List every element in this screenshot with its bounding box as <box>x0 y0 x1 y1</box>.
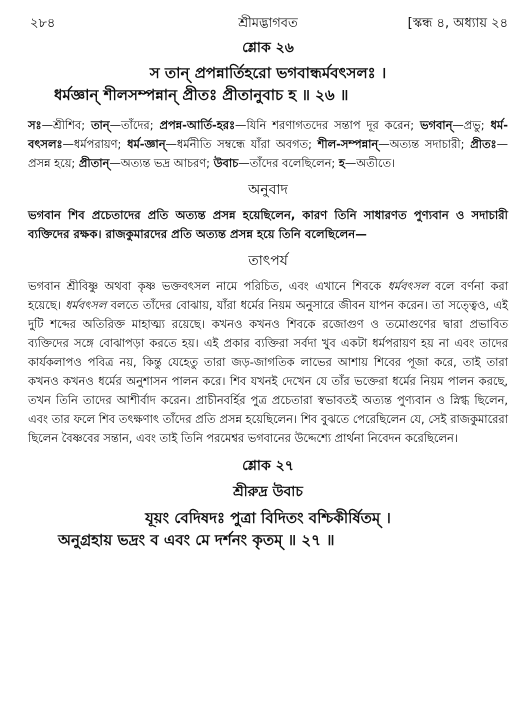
verse-27-speaker: শ্রীরুদ্র উবাচ <box>233 484 303 500</box>
synonym-word: হ <box>338 156 345 170</box>
synonym-word: প্রপন্ন-আর্তি-হরঃ <box>159 118 236 132</box>
purport-text <box>28 277 508 448</box>
synonym-word: উবাচ <box>213 156 239 170</box>
verse-26-line-2: ধর্মজ্ঞান্ শীলসম্পন্নান্ প্রীতঃ প্রীতানুবাচ হ ॥ ২৬ ॥ <box>54 86 349 104</box>
synonym-meaning: ধর্মপরায়ণ <box>73 137 118 151</box>
synonym-meaning: অতীতে। <box>356 156 396 170</box>
synonym-word: ধর্ম-বৎসলঃ <box>28 118 508 151</box>
synonym-meaning: তাঁদের <box>121 118 150 132</box>
synonym-word: ধর্ম-জ্ঞান্ <box>127 137 166 151</box>
synonym-word: শীল-সম্পন্নান্ <box>317 137 379 151</box>
verse-26-line-1: স তান্ প্রপন্নার্তিহরো ভগবান্ধর্মবৎসলঃ । <box>149 64 387 82</box>
synonym-word: প্রীতঃ <box>470 137 497 151</box>
purport-part: বলে বর্ণনা করা হয়েছে। <box>28 279 508 312</box>
page-number: ২৮৪ <box>30 16 56 31</box>
purport-emphasis: ধর্মবৎসল <box>65 298 107 312</box>
synonym-meaning: শ্রীশিব <box>53 118 82 132</box>
purport-emphasis: ধর্মবৎসল <box>387 279 429 293</box>
book-page <box>28 8 508 551</box>
synonym-word: তান্ <box>90 118 110 132</box>
synonym-meaning: ধর্মনীতি সম্বন্ধে যাঁরা অবগত <box>176 137 309 151</box>
synonym-meaning: তাঁদের বলেছিলেন <box>249 156 332 170</box>
translation-text: ভগবান শিব প্রচেতাদের প্রতি অত্যন্ত প্রসন্ন হয়েছিলেন, কারণ তিনি সাধারণত পুণ্যবান ও সদাচারী ব্যক্তিদের রক্ষক। রাজকুমারদের প্রতি অত্যন্ত প্রসন্ন হয়ে তিনি বলেছিলেন— <box>28 208 508 241</box>
synonym-meaning: অত্যন্ত ভদ্র আচরণ <box>120 156 207 170</box>
synonym-meaning: প্রভু <box>463 118 481 132</box>
verse-27-label: শ্লোক ২৭ <box>242 458 294 474</box>
chapter-reference: [স্কন্ধ ৪, অধ্যায় ২৪ <box>407 16 508 31</box>
verse-27-line-2: অনুগ্রহায় ভদ্রং ব এবং মে দর্শনং কৃতম্ ॥ ২৭ ॥ <box>58 531 335 549</box>
verse-26-label: শ্লোক ২৬ <box>242 40 294 56</box>
synonym-word: ভগবান্ <box>420 118 453 132</box>
page-header <box>28 8 508 34</box>
synonym-word: প্রীতান্ <box>78 156 110 170</box>
purport-part: বলতে তাঁদের বোঝায়, যাঁরা ধর্মের নিয়ম অনুসারে জীবন যাপন করেন। তা সত্ত্বেও, এই দুটি শব্দের অতিরিক্ত মাহাত্ম্য রয়েছে। কখনও কখনও শিবকে রজোগুণ ও তমোগুণের দ্বারা প্রভাবিত ব্যক্তিদের সঙ্গে বোঝাপড়া করতে হয়। এই প্রকার ব্যক্তিরা সর্বদা খুব একটা ধর্মপরায়ণ হয় না এবং তাদের কার্যকলাপও পবিত্র নয়, কিন্তু যেহেতু তারা জড়-জাগতিক লাভের আশায় শিবের পূজা করে, তাই তারা কখনও কখনও ধর্মের অনুশাসন পালন করে। শিব যখনই দেখেন যে তাঁর ভক্তেরা ধর্মের নিয়ম পালন করছে, তখন তিনি তাদের আশীর্বাদ করেন। প্রাচীনবর্হির পুত্র প্রচেতারা স্বভাবতই অত্যন্ত পুণ্যবান ও স্নিগ্ধ ছিলেন, এবং তার ফলে শিব তৎক্ষণাৎ তাঁদের প্রতি প্রসন্ন হয়েছিলেন। শিব বুঝতে পেরেছিলেন যে, সেই রাজকুমারেরা ছিলেন বৈষ্ণবের সন্তান, এবং তাই তিনি পরমেশ্বর ভগবানের উদ্দেশ্যে প্রার্থনা নিবেদন করেছিলেন। <box>28 298 508 445</box>
synonym-word: সঃ <box>28 118 42 132</box>
purport-part: ভগবান শ্রীবিষ্ণু অথবা কৃষ্ণ ভক্তবৎসল নামে পরিচিত, এবং এখানে শিবকে <box>28 279 388 293</box>
translation-heading: অনুবাদ <box>248 182 288 198</box>
verse-27-line-1: যূয়ং বেদিষদঃ পুত্রা বিদিতং বশ্চিকীর্ষিতম্ । <box>145 509 391 527</box>
word-meanings: সঃ—শ্রীশিব; তান্—তাঁদের; প্রপন্ন-আর্তি-হরঃ—যিনি শরণাগতদের সন্তাপ দূর করেন; ভগবান্—প্রভু; ধর্ম-বৎসলঃ—ধর্মপরায়ণ; ধর্ম-জ্ঞান্—ধর্মনীতি সম্বন্ধে যাঁরা অবগত; শীল-সম্পন্নান্—অত্যন্ত সদাচারী; প্রীতঃ—প্রসন্ন হয়ে; প্রীতান্—অত্যন্ত ভদ্র আচরণ; উবাচ—তাঁদের বলেছিলেন; হ—অতীতে। <box>28 118 508 170</box>
purport-heading: তাৎপর্য <box>248 253 288 269</box>
synonym-meaning: অত্যন্ত সদাচারী <box>389 137 461 151</box>
synonym-meaning: প্রসন্ন হয়ে <box>28 156 72 170</box>
book-title: শ্রীমদ্ভাগবত <box>238 16 298 31</box>
synonym-meaning: যিনি শরণাগতদের সন্তাপ দূর করেন <box>246 118 411 132</box>
